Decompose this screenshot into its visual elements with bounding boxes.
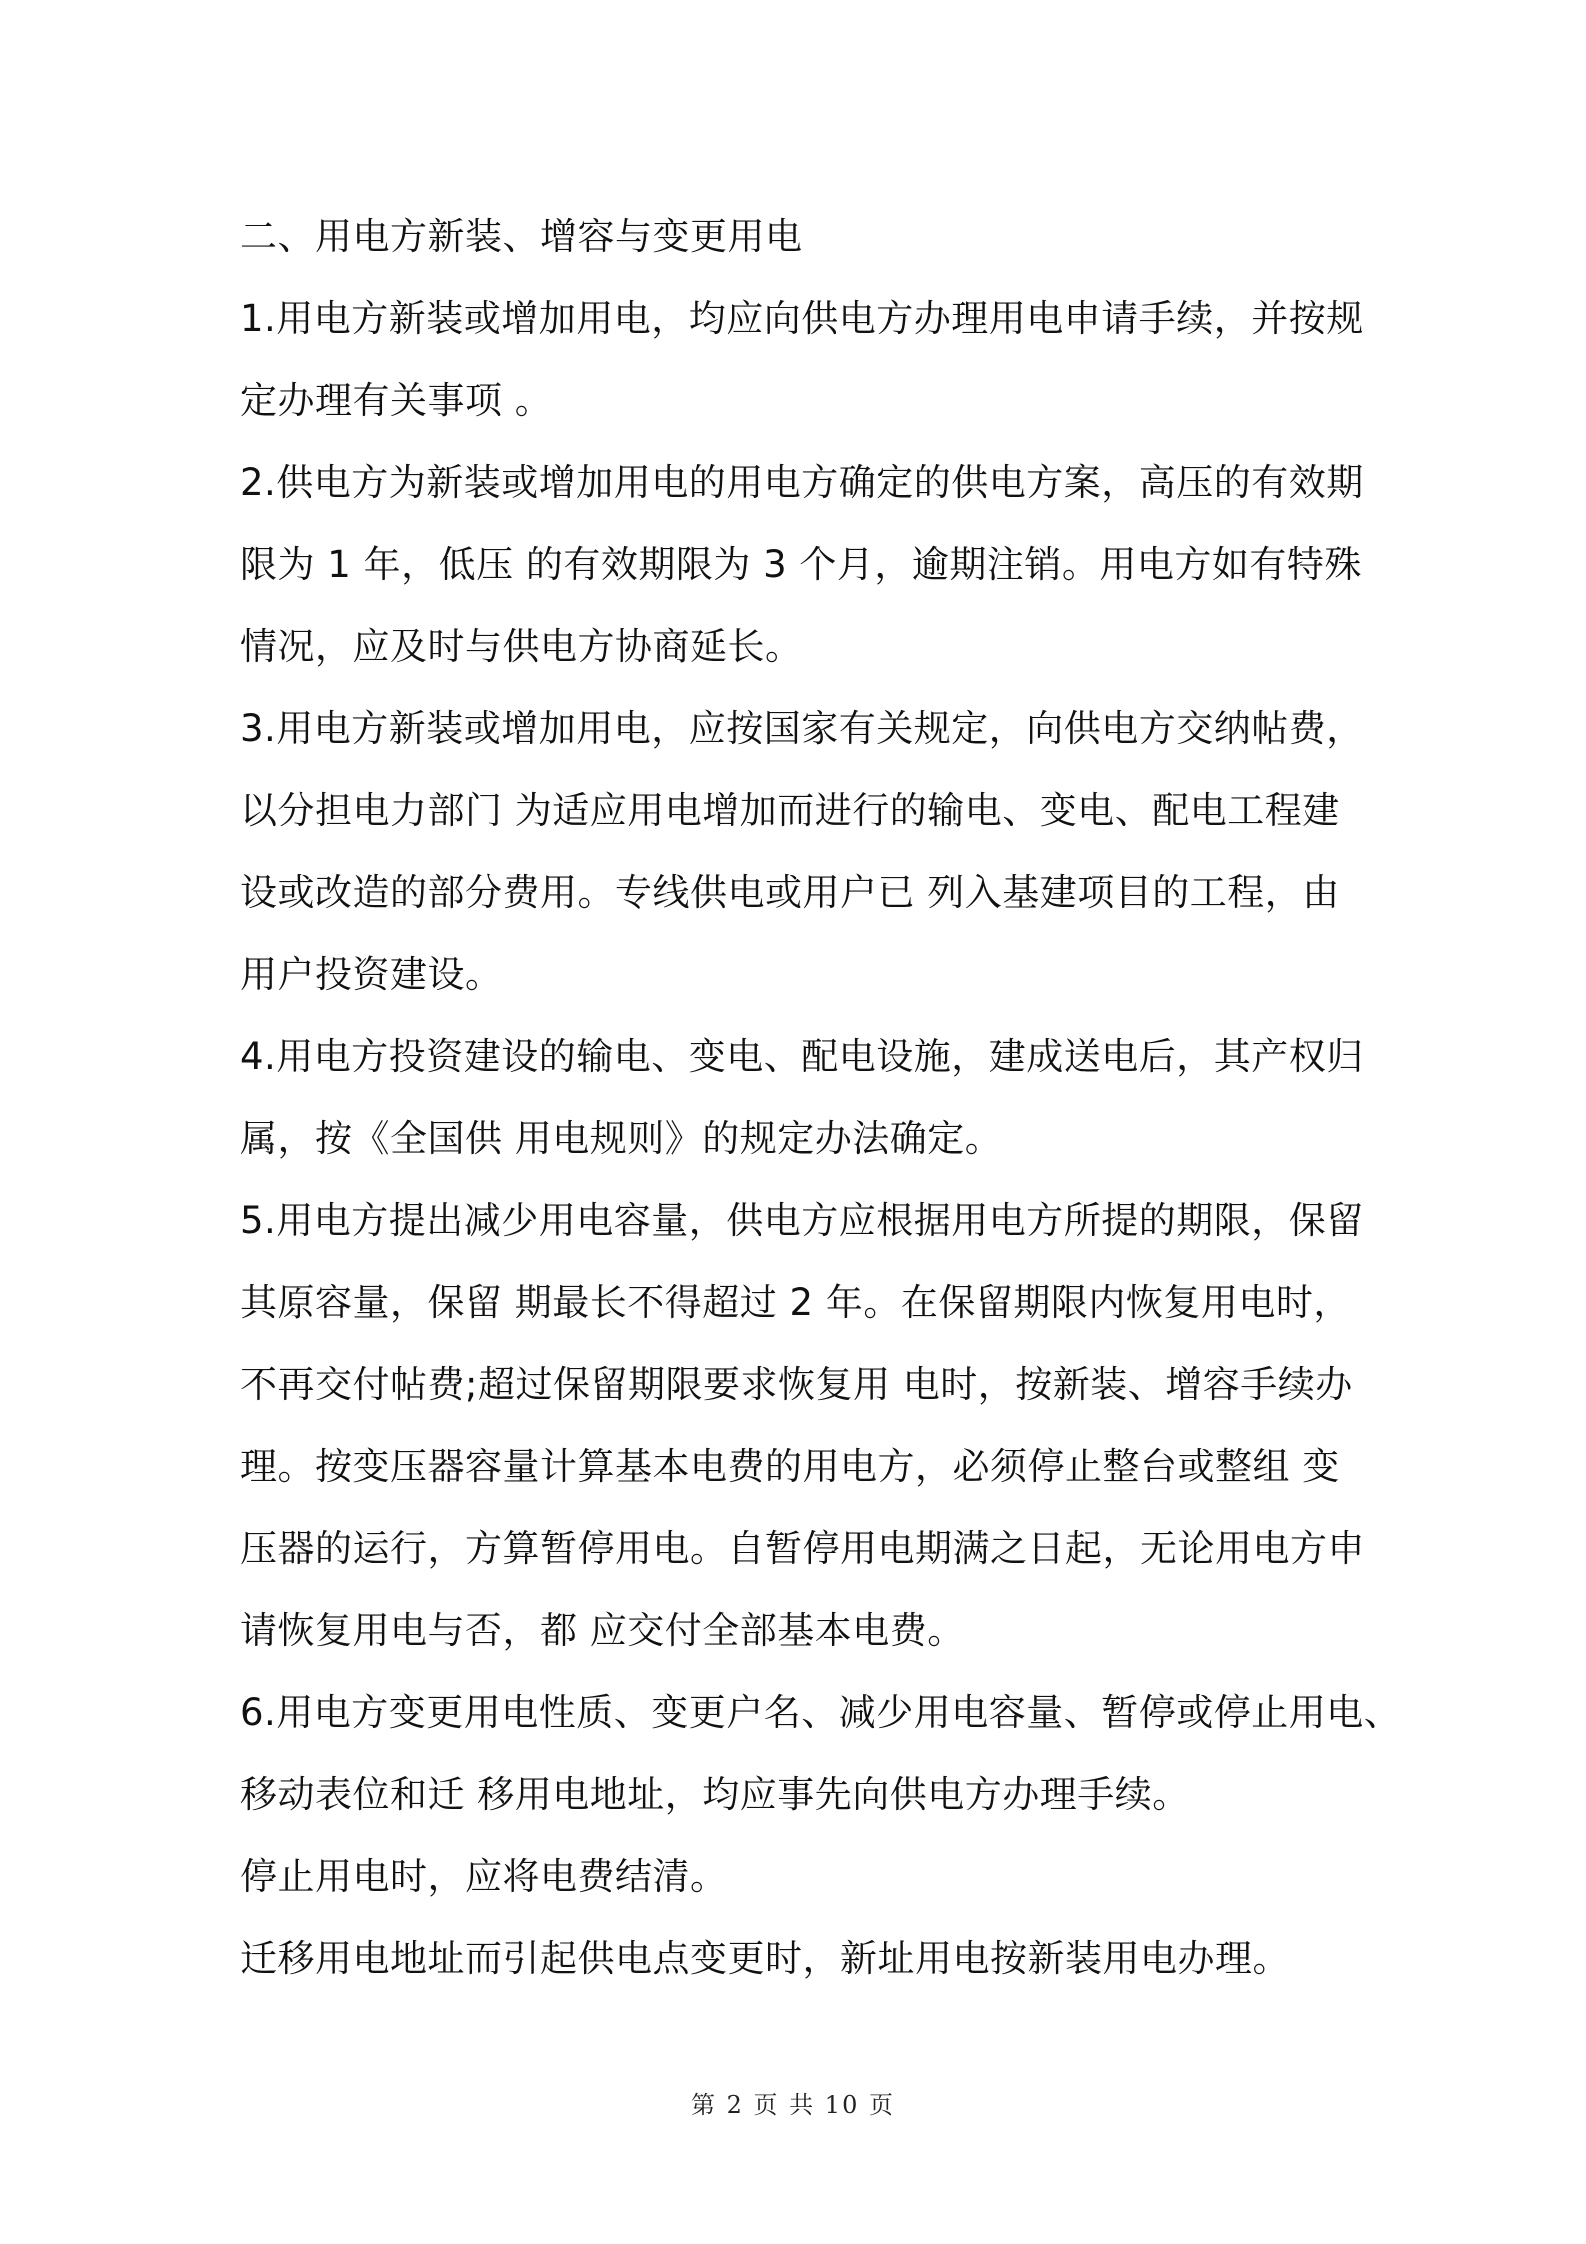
text-line: 理。按变压器容量计算基本电费的用电方，必须停止整台或整组 变 — [240, 1445, 1340, 1488]
page-number-footer: 第 2 页 共 10 页 — [691, 2091, 895, 2119]
document-body — [240, 196, 1402, 2000]
text-line: 请恢复用电与否，都 应交付全部基本电费。 — [240, 1609, 965, 1652]
text-line: 以分担电力部门 为适应用电增加而进行的输电、变电、配电工程建 — [240, 789, 1340, 832]
text-line: 3.用电方新装或增加用电，应按国家有关规定，向供电方交纳帖费， — [240, 707, 1364, 750]
text-line: 1.用电方新装或增加用电，均应向供电方办理用电申请手续，并按规 — [240, 297, 1364, 340]
text-line: 移动表位和迁 移用电地址，均应事先向供电方办理手续。 — [240, 1773, 1190, 1816]
text-line: 4.用电方投资建设的输电、变电、配电设施，建成送电后，其产权归 — [240, 1035, 1364, 1078]
text-line: 2.供电方为新装或增加用电的用电方确定的供电方案，高压的有效期 — [240, 461, 1364, 504]
text-line: 6.用电方变更用电性质、变更户名、减少用电容量、暂停或停止用电、 — [240, 1691, 1402, 1734]
text-line: 用户投资建设。 — [240, 953, 503, 996]
text-line: 停止用电时，应将电费结清。 — [240, 1855, 728, 1898]
text-line: 定办理有关事项 。 — [240, 379, 553, 422]
text-line: 迁移用电地址而引起供电点变更时，新址用电按新装用电办理。 — [240, 1937, 1290, 1980]
text-line: 属，按《全国供 用电规则》的规定办法确定。 — [240, 1117, 1003, 1160]
section-heading: 二、用电方新装、增容与变更用电 — [240, 215, 803, 258]
text-line: 情况，应及时与供电方协商延长。 — [240, 625, 803, 668]
text-line: 其原容量，保留 期最长不得超过 2 年。在保留期限内恢复用电时， — [240, 1281, 1351, 1324]
text-line: 压器的运行，方算暂停用电。自暂停用电期满之日起，无论用电方申 — [240, 1527, 1365, 1570]
text-line: 5.用电方提出减少用电容量，供电方应根据用电方所提的期限，保留 — [240, 1199, 1364, 1242]
text-line: 设或改造的部分费用。专线供电或用户已 列入基建项目的工程，由 — [240, 871, 1340, 914]
text-line: 不再交付帖费;超过保留期限要求恢复用 电时，按新装、增容手续办 — [240, 1363, 1353, 1406]
text-line: 限为 1 年，低压 的有效期限为 3 个月，逾期注销。用电方如有特殊 — [240, 543, 1362, 586]
